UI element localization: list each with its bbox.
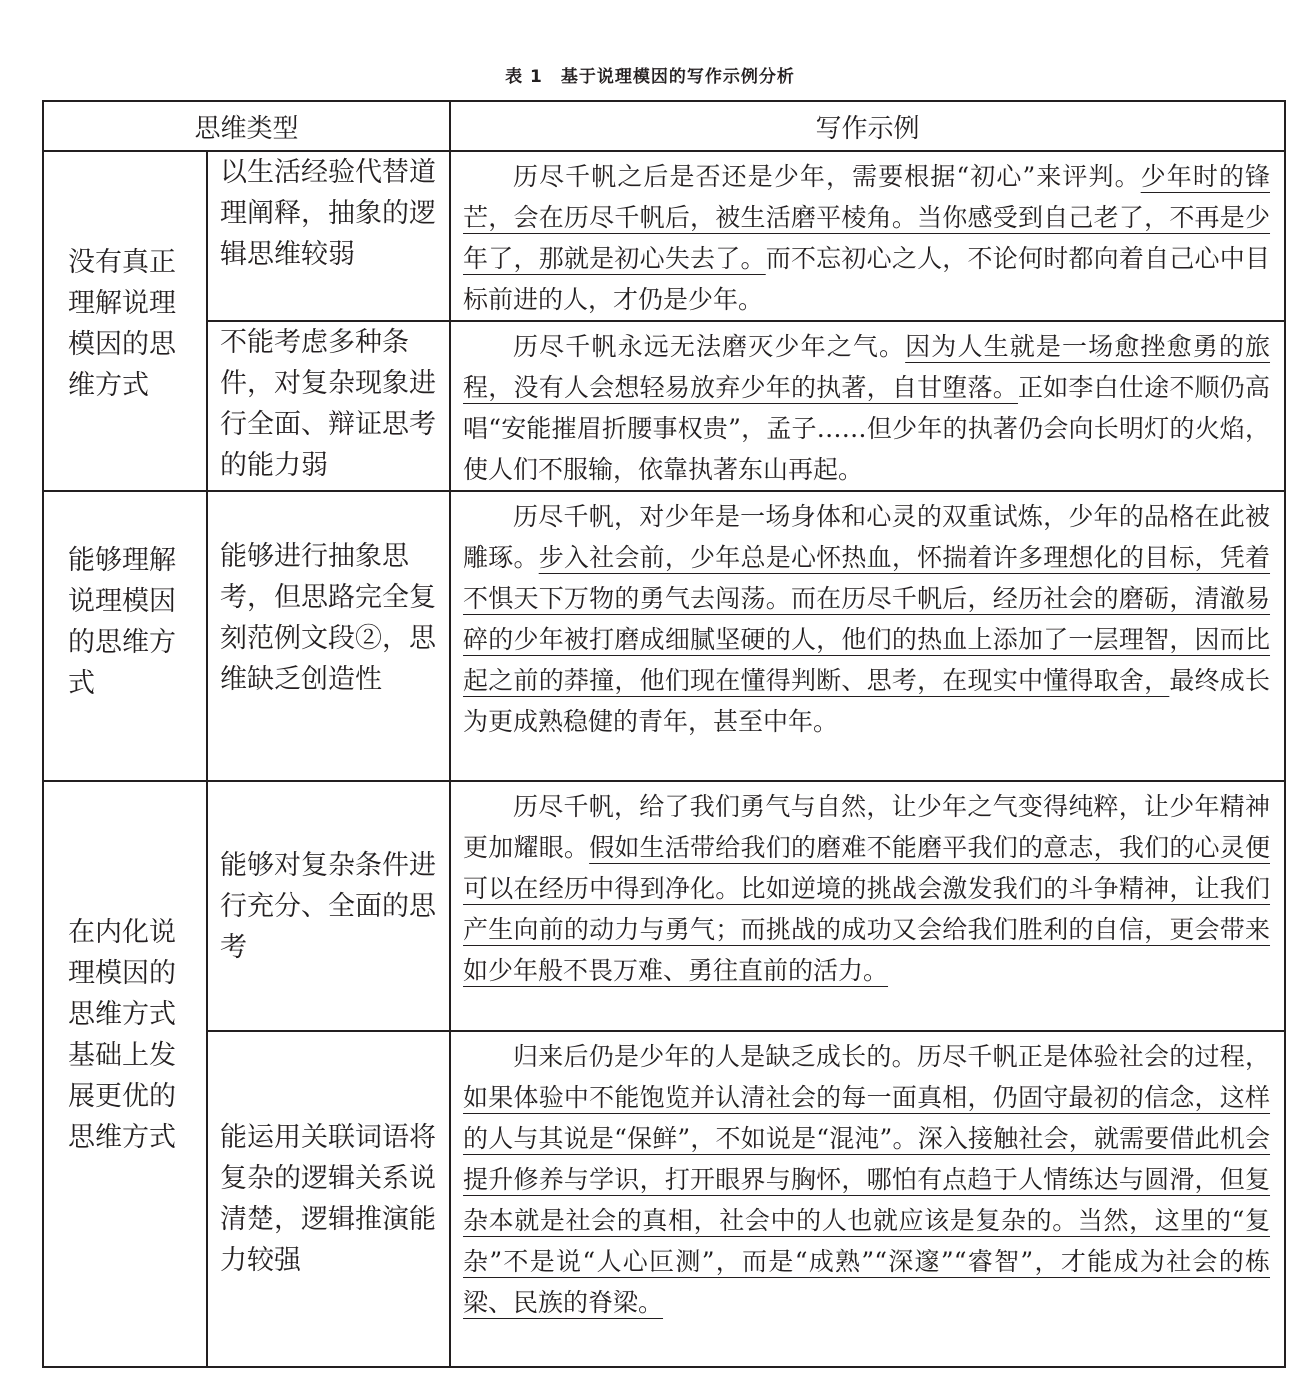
header-row bbox=[43, 101, 1285, 151]
example-cell bbox=[450, 151, 1285, 321]
example-text: 历尽千帆之后是否还是少年，需要根据“初心”来评判。 bbox=[513, 162, 1141, 191]
subtype-cell: 能运用关联词语将复杂的逻辑关系说清楚，逻辑推演能力较强 bbox=[207, 1031, 450, 1367]
example-text: 最终成长为更成熟稳健的青年，甚至中年。 bbox=[463, 666, 1270, 736]
example-text: 历尽千帆，给了我们勇气与自然，让少年之气变得纯粹，让少年精神更加耀眼。 bbox=[463, 792, 1271, 862]
underlined-text: 假如生活带给我们的磨难不能磨平我们的意志，我们的心灵便可以在经历中得到净化。比如逆境的挑战会激发我们的斗争精神，让我们产生向前的动力与勇气；而挑战的成功又会给我们胜利的自信，更会带来如少年般不畏万难、勇往直前的活力。 bbox=[463, 833, 1271, 985]
subtype-cell: 能够进行抽象思考，但思路完全复刻范例文段②，思维缺乏创造性 bbox=[207, 491, 450, 781]
example-cell bbox=[450, 1031, 1285, 1367]
example-text: 而不忘初心之人，不论何时都向着自己心中目标前进的人，才仍是少年。 bbox=[463, 244, 1270, 314]
example-cell bbox=[450, 321, 1285, 491]
subtype-cell: 能够对复杂条件进行充分、全面的思考 bbox=[207, 781, 450, 1031]
group-label: 能够理解说理模因的思维方式 bbox=[43, 491, 207, 781]
example-text: 归来后仍是少年的人是缺乏成长的。历尽千帆正是体验社会的过程， bbox=[513, 1042, 1271, 1071]
analysis-table bbox=[42, 100, 1286, 1368]
example-cell bbox=[450, 781, 1285, 1031]
example-text: 历尽千帆，对少年是一场身体和心灵的双重试炼，少年的品格在此被雕琢。 bbox=[463, 502, 1271, 572]
group-label: 没有真正理解说理模因的思维方式 bbox=[43, 151, 207, 491]
group-label: 在内化说理模因的思维方式基础上发展更优的思维方式 bbox=[43, 781, 207, 1367]
example-cell bbox=[450, 491, 1285, 781]
header-thinking-type: 思维类型 bbox=[43, 101, 450, 151]
header-writing-example: 写作示例 bbox=[450, 101, 1285, 151]
underlined-text: 步入社会前，少年总是心怀热血，怀揣着许多理想化的目标，凭着不惧天下万物的勇气去闯荡。而在历尽千帆后，经历社会的磨砺，清澈易碎的少年被打磨成细腻坚硬的人，他们的热血上添加了一层理智，因而比起之前的莽撞，他们现在懂得判断、思考，在现实中懂得取舍， bbox=[463, 543, 1271, 695]
example-text: 历尽千帆永远无法磨灭少年之气。 bbox=[513, 332, 906, 361]
underlined-text: 因为人生就是一场愈挫愈勇的旅程，没有人会想轻易放弃少年的执著，自甘堕落。 bbox=[463, 332, 1271, 402]
subtype-cell: 不能考虑多种条件，对复杂现象进行全面、辩证思考的能力弱 bbox=[207, 321, 450, 491]
table-row bbox=[43, 321, 1285, 491]
table-row bbox=[43, 781, 1285, 1031]
table-row bbox=[43, 151, 1285, 321]
table-caption: 表 1 基于说理模因的写作示例分析 bbox=[505, 67, 795, 87]
example-text: 正如李白仕途不顺仍高唱“安能摧眉折腰事权贵”，孟子……但少年的执著仍会向长明灯的火焰，使人们不服输，依靠执著东山再起。 bbox=[463, 373, 1271, 484]
subtype-cell: 以生活经验代替道理阐释，抽象的逻辑思维较弱 bbox=[207, 151, 450, 321]
underlined-text: 如果体验中不能饱览并认清社会的每一面真相，仍固守最初的信念，这样的人与其说是“保鲜”，不如说是“混沌”。深入接触社会，就需要借此机会提升修养与学识，打开眼界与胸怀，哪怕有点趋于人情练达与圆滑，但复杂本就是社会的真相，社会中的人也就应该是复杂的。当然，这里的“复杂”不是说“人心叵测”，而是“成熟”“深邃”“睿智”，才能成为社会的栋梁、民族的脊梁。 bbox=[463, 1083, 1271, 1317]
table-row bbox=[43, 1031, 1285, 1367]
underlined-text: 少年时的锋芒，会在历尽千帆后，被生活磨平棱角。当你感受到自己老了，不再是少年了，那就是初心失去了。 bbox=[463, 162, 1271, 273]
table-row bbox=[43, 491, 1285, 781]
